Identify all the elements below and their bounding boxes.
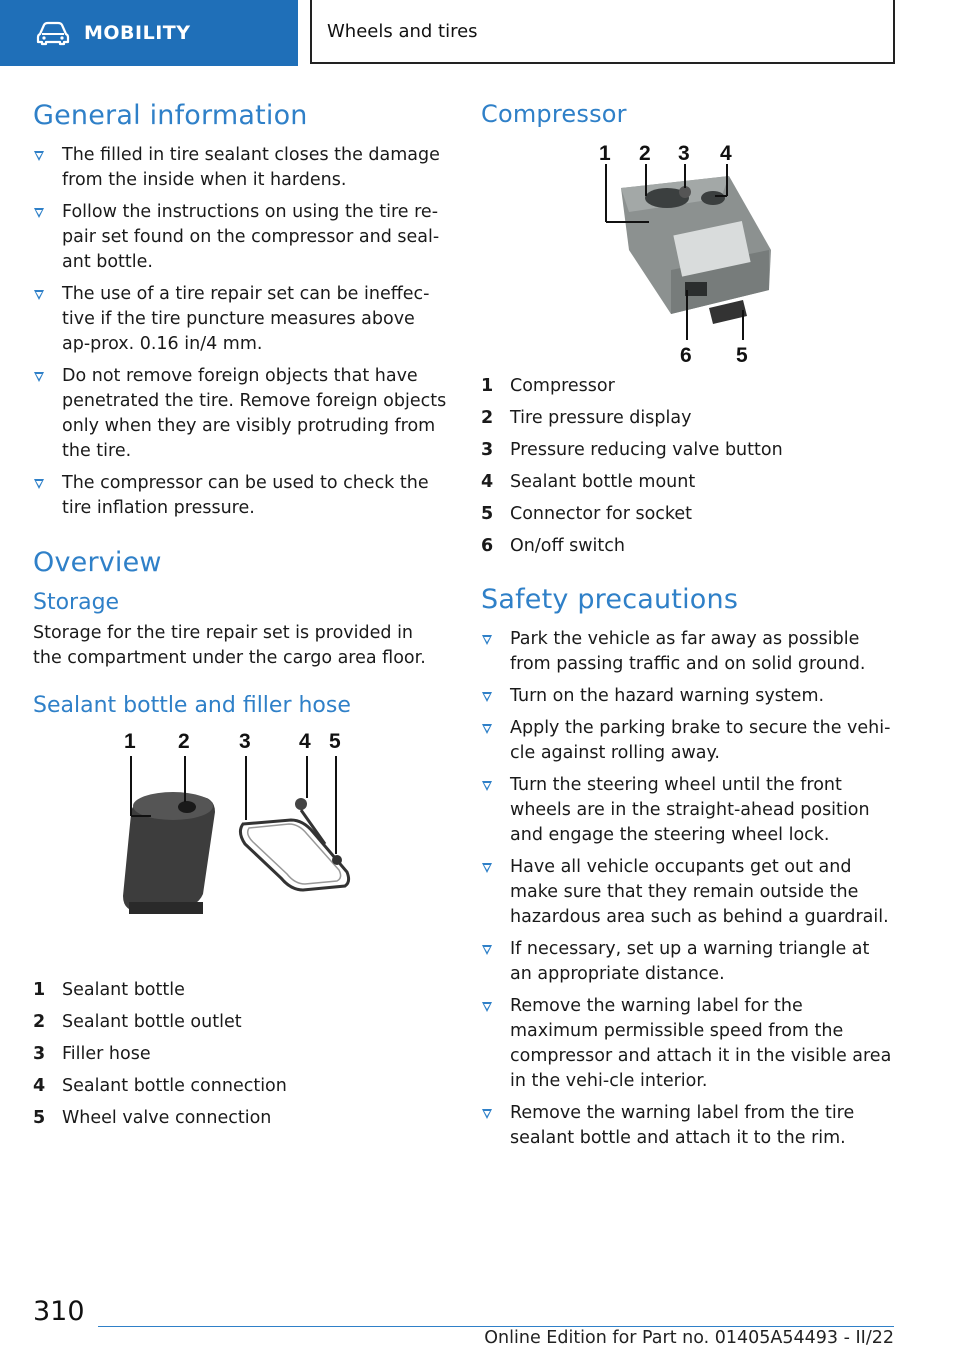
callout-3: 3 bbox=[678, 142, 690, 165]
general-info-heading: General information bbox=[33, 100, 308, 131]
bullet-triangle-icon bbox=[34, 372, 44, 382]
callout-1: 1 bbox=[599, 142, 611, 165]
bullet-triangle-icon bbox=[482, 1109, 492, 1119]
bullet-triangle-icon bbox=[482, 863, 492, 873]
list-item: The use of a tire repair set can be ineffec-tive if the tire puncture measures above ap-prox. 0.16 in/4 mm. bbox=[33, 282, 447, 357]
bullet-triangle-icon bbox=[482, 781, 492, 791]
footer-divider bbox=[98, 1326, 894, 1327]
callout-6: 6 bbox=[680, 344, 692, 367]
legend-item: 4 Sealant bottle mount bbox=[481, 472, 696, 492]
general-info-list bbox=[33, 143, 447, 521]
compressor-illustration bbox=[481, 140, 895, 370]
list-item: Remove the warning label from the tire sealant bottle and attach it to the rim. bbox=[481, 1101, 895, 1151]
overview-heading: Overview bbox=[33, 547, 162, 578]
legend-item: 3 Pressure reducing valve button bbox=[481, 440, 783, 460]
bullet-triangle-icon bbox=[34, 208, 44, 218]
edition-text: Online Edition for Part no. 01405A54493 - II/22 bbox=[484, 1328, 894, 1348]
right-column bbox=[481, 92, 895, 1158]
callout-1: 1 bbox=[124, 730, 136, 753]
legend-item: 5 Wheel valve connection bbox=[33, 1108, 272, 1128]
legend-item: 5 Connector for socket bbox=[481, 504, 693, 524]
callout-2: 2 bbox=[178, 730, 190, 753]
list-item: The filled in tire sealant closes the damage from the inside when it hardens. bbox=[33, 143, 447, 193]
compressor-heading: Compressor bbox=[481, 100, 627, 128]
callout-5: 5 bbox=[329, 730, 341, 753]
bullet-triangle-icon bbox=[482, 692, 492, 702]
list-item: Do not remove foreign objects that have penetrated the tire. Remove foreign objects only when they are visibly protruding from the tire. bbox=[33, 364, 447, 464]
section-label: MOBILITY bbox=[84, 22, 191, 44]
safety-heading: Safety precautions bbox=[481, 584, 739, 615]
callout-4: 4 bbox=[720, 142, 732, 165]
compressor-figure bbox=[481, 140, 895, 370]
section-tab[interactable] bbox=[0, 0, 298, 66]
list-item: Apply the parking brake to secure the vehi-cle against rolling away. bbox=[481, 716, 895, 766]
bullet-triangle-icon bbox=[482, 724, 492, 734]
legend-item: 2 Tire pressure display bbox=[481, 408, 692, 428]
callout-3: 3 bbox=[239, 730, 251, 753]
chapter-title: Wheels and tires bbox=[310, 0, 895, 64]
bullet-triangle-icon bbox=[34, 151, 44, 161]
list-item: The compressor can be used to check the tire inflation pressure. bbox=[33, 471, 447, 521]
legend-item: 6 On/off switch bbox=[481, 536, 625, 556]
bullet-triangle-icon bbox=[482, 635, 492, 645]
storage-heading: Storage bbox=[33, 590, 120, 615]
car-icon bbox=[36, 20, 70, 46]
safety-list bbox=[481, 627, 895, 1151]
bullet-triangle-icon bbox=[482, 1002, 492, 1012]
list-item: Follow the instructions on using the tire re-pair set found on the compressor and seal-ant bottle. bbox=[33, 200, 447, 275]
page-number: 310 bbox=[33, 1296, 85, 1327]
sealant-bottle-illustration bbox=[33, 724, 447, 974]
list-item: Park the vehicle as far away as possible from passing traffic and on solid ground. bbox=[481, 627, 895, 677]
compressor-legend bbox=[481, 370, 895, 562]
legend-item: 4 Sealant bottle connection bbox=[33, 1076, 287, 1096]
sealant-heading: Sealant bottle and filler hose bbox=[33, 693, 351, 718]
legend-item: 3 Filler hose bbox=[33, 1044, 151, 1064]
left-column bbox=[33, 92, 447, 1134]
list-item: If necessary, set up a warning triangle at an appropriate distance. bbox=[481, 937, 895, 987]
list-item: Remove the warning label for the maximum permissible speed from the compressor and attach it in the visible area in the vehi-cle interior. bbox=[481, 994, 895, 1094]
legend-item: 2 Sealant bottle outlet bbox=[33, 1012, 242, 1032]
bullet-triangle-icon bbox=[34, 290, 44, 300]
sealant-bottle-figure bbox=[33, 724, 447, 974]
callout-2: 2 bbox=[639, 142, 651, 165]
callout-4: 4 bbox=[299, 730, 311, 753]
sealant-legend bbox=[33, 974, 447, 1134]
storage-text: Storage for the tire repair set is provided in the compartment under the cargo area floor. bbox=[33, 623, 426, 668]
callout-5: 5 bbox=[736, 344, 748, 367]
list-item: Turn the steering wheel until the front wheels are in the straight-ahead position and engage the steering wheel lock. bbox=[481, 773, 895, 848]
legend-item: 1 Sealant bottle bbox=[33, 980, 185, 1000]
legend-item: 1 Compressor bbox=[481, 376, 615, 396]
bullet-triangle-icon bbox=[34, 479, 44, 489]
list-item: Have all vehicle occupants get out and make sure that they remain outside the hazardous area such as behind a guardrail. bbox=[481, 855, 895, 930]
bullet-triangle-icon bbox=[482, 945, 492, 955]
list-item: Turn on the hazard warning system. bbox=[481, 684, 895, 709]
